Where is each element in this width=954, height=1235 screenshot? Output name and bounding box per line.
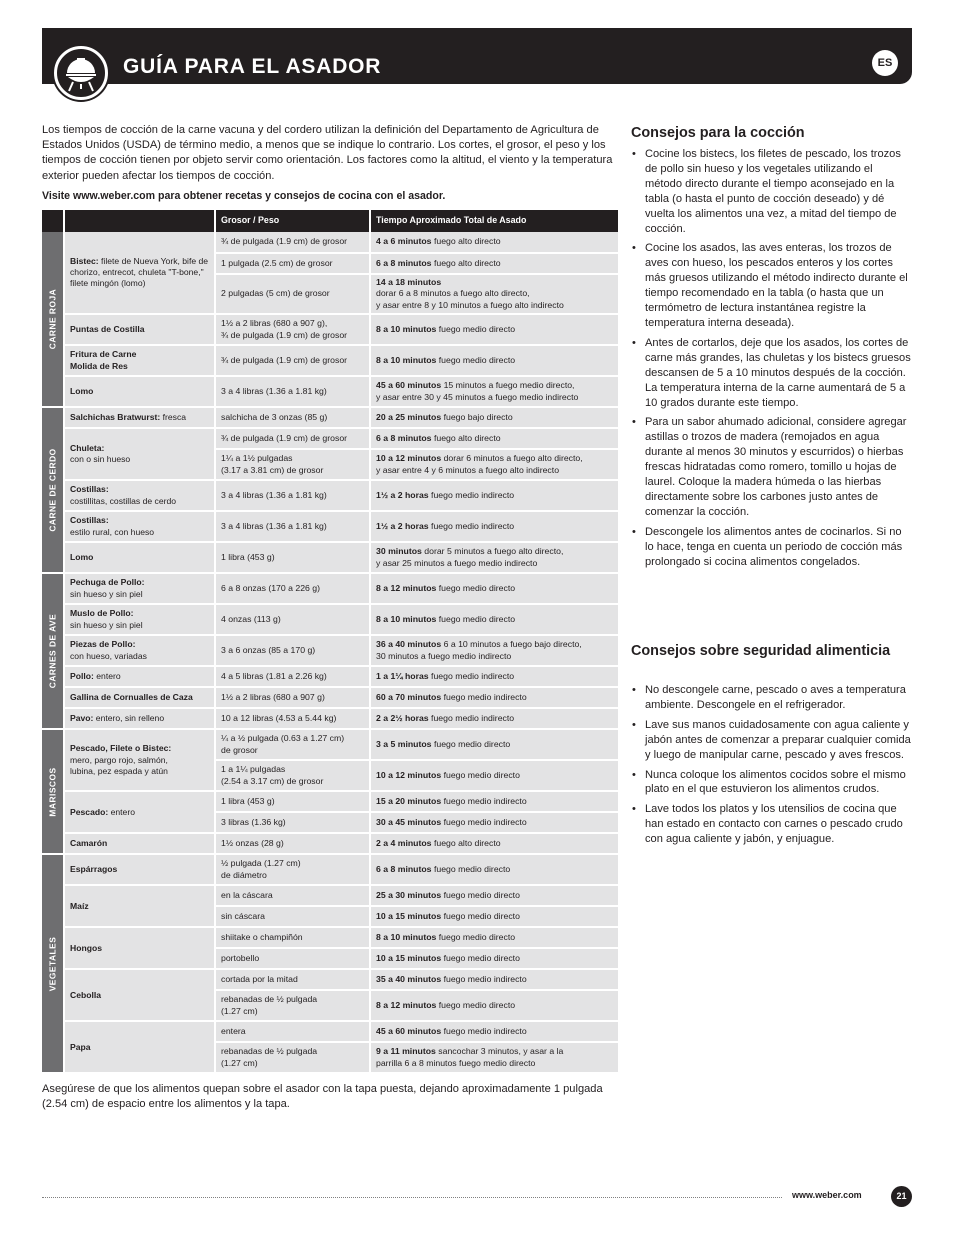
time-method: fuego medio directo (436, 324, 516, 335)
thickness-cell: 3 a 4 libras (1.36 a 1.81 kg) (215, 480, 370, 511)
time-range: 1½ a 2 horas (376, 521, 429, 532)
time-method: fuego medio directo (436, 1000, 516, 1011)
time-cell (370, 604, 618, 635)
tip-item: • Lave sus manos cuidadosamente con agua caliente y jabón antes de comenzar a preparar cualquier comida y luego de manipular carne, pescado y aves frescos. (631, 718, 911, 763)
time-cell (370, 449, 618, 480)
table-row (42, 635, 618, 666)
food-cell (64, 1021, 215, 1073)
thickness-cell: rebanadas de ½ pulgada (1.27 cm) (215, 990, 370, 1021)
food-cell (64, 791, 215, 833)
tip-item: • Nunca coloque los alimentos cocidos sobre el mismo plato en el que estuvieron los alimentos crudos. (631, 768, 911, 798)
food-name: Bistec: (70, 255, 99, 266)
food-cell (64, 428, 215, 480)
time-cell (370, 314, 618, 345)
time-method: fuego medio indirecto (441, 817, 527, 828)
time-method: fuego alto directo (431, 257, 501, 268)
time-cell (370, 573, 618, 604)
time-method: fuego alto directo (431, 236, 501, 247)
thickness-cell: 1¼ a 1½ pulgadas (3.17 a 3.81 cm) de grosor (215, 449, 370, 480)
table-row (42, 854, 618, 885)
food-cell (64, 511, 215, 542)
time-cell (370, 812, 618, 833)
food-cell (64, 542, 215, 573)
thickness-cell: en la cáscara (215, 885, 370, 906)
time-range: 8 a 10 minutos (376, 932, 437, 943)
time-method: fuego alto directo (431, 838, 501, 849)
thickness-cell: 3 a 4 libras (1.36 a 1.81 kg) (215, 376, 370, 407)
visit-website-text: Visite www.weber.com para obtener recetas y consejos de cocina con el asador. (42, 190, 446, 202)
time-cell (370, 480, 618, 511)
table-row (42, 232, 618, 253)
thickness-cell: 1 a 1¼ pulgadas (2.54 a 3.17 cm) de grosor (215, 760, 370, 791)
food-name: Pavo: (70, 713, 94, 724)
time-method: fuego medio directo (431, 739, 511, 750)
table-row (42, 708, 618, 729)
time-cell (370, 906, 618, 927)
time-range: 6 a 8 minutos (376, 864, 432, 875)
food-detail: entero, sin relleno (93, 713, 165, 724)
time-range: 10 a 12 minutos (376, 453, 442, 464)
time-range: 10 a 15 minutos (376, 953, 442, 964)
food-cell (64, 407, 215, 428)
tip-item: • Descongele los alimentos antes de cocinarlos. Si no lo hace, tenga en cuenta un periodo de cocción más prolongado si cocina alimentos congelados. (631, 525, 911, 570)
header-time: Tiempo Aproximado Total de Asado (370, 210, 618, 232)
time-method: fuego medio indirecto (441, 974, 527, 985)
time-range: 60 a 70 minutos (376, 692, 442, 703)
time-method: fuego medio indirecto (441, 796, 527, 807)
table-row (42, 969, 618, 990)
food-cell (64, 708, 215, 729)
time-cell (370, 927, 618, 948)
food-name: Muslo de Pollo: (70, 608, 134, 619)
time-cell (370, 708, 618, 729)
table-header-row (42, 210, 618, 232)
food-safety-list (631, 683, 911, 852)
table-row (42, 833, 618, 854)
page-title: GUÍA PARA EL ASADOR (123, 55, 382, 78)
time-cell (370, 729, 618, 760)
intro-paragraph: Los tiempos de cocción de la carne vacuna y del cordero utilizan la definición del Departamento de Agricultura de Estados Unidos (USDA) de término medio, a menos que se indique lo contrario. Los cortes, el grosor, el peso y los tiempos de cocción tienen por objeto servir como orientación. Los factores como la altitud, el viento y la temperatura exterior pueden afectar los tiempos de cocción. (42, 124, 613, 182)
food-name: Cebolla (70, 989, 102, 1000)
time-cell (370, 1042, 618, 1073)
food-name: Piezas de Pollo: (70, 639, 136, 650)
thickness-cell: ¾ de pulgada (1.9 cm) de grosor (215, 345, 370, 376)
food-cell (64, 635, 215, 666)
time-range: 10 a 12 minutos (376, 770, 442, 781)
thickness-cell: 3 libras (1.36 kg) (215, 812, 370, 833)
time-cell (370, 854, 618, 885)
time-cell (370, 760, 618, 791)
time-method: fuego medio indirecto (441, 692, 527, 703)
food-cell (64, 854, 215, 885)
time-cell (370, 345, 618, 376)
table-row (42, 729, 618, 760)
thickness-cell: 1½ a 2 libras (680 a 907 g) (215, 687, 370, 708)
time-range: 8 a 12 minutos (376, 583, 437, 594)
time-range: 8 a 10 minutos (376, 355, 437, 366)
lid-fit-note: Asegúrese de que los alimentos quepan sobre el asador con la tapa puesta, dejando aproximadamente 1 pulgada (2.54 cm) de espacio entre los alimentos y la tapa. (42, 1083, 603, 1111)
time-range: 10 a 15 minutos (376, 911, 442, 922)
time-method: dorar 6 minutos a fuego alto directo, y asar entre 4 y 6 minutos a fuego alto indirecto (376, 453, 583, 475)
food-detail: entero (93, 671, 121, 682)
food-cell (64, 376, 215, 407)
thickness-cell: portobello (215, 948, 370, 969)
thickness-cell: 1 libra (453 g) (215, 542, 370, 573)
tip-item: • Cocine los asados, las aves enteras, los trozos de aves con hueso, los pescados enteros y los cortes más gruesos utilizando el método indirecto durante el tiempo recomendado en la tabla (o hasta que un termómetro de lectura instantánea registre la temperatura interna deseada). (631, 241, 911, 330)
food-cell (64, 687, 215, 708)
food-name: Maíz (70, 900, 89, 911)
table-row (42, 345, 618, 376)
food-cell (64, 314, 215, 345)
food-detail: entero (108, 806, 135, 817)
food-name: Lomo (70, 386, 94, 397)
food-cell (64, 833, 215, 854)
thickness-cell: 1½ a 2 libras (680 a 907 g), ¾ de pulgada (1.9 cm) de grosor (215, 314, 370, 345)
time-method: fuego bajo directo (441, 412, 513, 423)
food-cell (64, 729, 215, 791)
time-cell (370, 969, 618, 990)
food-name: Gallina de Cornualles de Caza (70, 692, 193, 703)
tip-item: • No descongele carne, pescado o aves a temperatura ambiente. Descongele en el refrigerador. (631, 683, 911, 713)
food-name: Pollo: (70, 671, 94, 682)
weber-kettle-grill-logo (54, 46, 108, 100)
time-method: fuego medio directo (436, 614, 516, 625)
cooking-tips-list (631, 147, 911, 574)
time-cell (370, 407, 618, 428)
category-label-cell (42, 854, 64, 1073)
category-label: MARISCOS (46, 767, 57, 817)
time-method: fuego medio directo (441, 890, 520, 901)
category-label-cell (42, 407, 64, 573)
food-name: Lomo (70, 552, 94, 563)
time-range: 6 a 8 minutos (376, 433, 432, 444)
food-detail: estilo rural, con hueso (70, 526, 155, 537)
thickness-cell: salchicha de 3 onzas (85 g) (215, 407, 370, 428)
thickness-cell: cortada por la mitad (215, 969, 370, 990)
time-range: 30 a 45 minutos (376, 817, 442, 828)
thickness-cell: rebanadas de ½ pulgada (1.27 cm) (215, 1042, 370, 1073)
time-method: fuego medio indirecto (441, 1026, 527, 1037)
table-row (42, 376, 618, 407)
time-method: fuego medio directo (441, 911, 520, 922)
time-cell (370, 635, 618, 666)
time-range: 15 a 20 minutos (376, 796, 442, 807)
tip-item: • Lave todos los platos y los utensilios de cocina que han estado en contacto con carnes o pescado crudo con agua caliente y jabón, y enjuague. (631, 802, 911, 847)
food-cell (64, 927, 215, 969)
thickness-cell: 3 a 6 onzas (85 a 170 g) (215, 635, 370, 666)
thickness-cell: 4 a 5 libras (1.81 a 2.26 kg) (215, 666, 370, 687)
food-cell (64, 666, 215, 687)
time-range: 20 a 25 minutos (376, 412, 442, 423)
tip-item: • Antes de cortarlos, deje que los asados, los cortes de carne más grandes, las chuletas y los bistecs gruesos descansen de 5 a 10 minutos después de la cocción. La temperatura interna de la carne aumentará de 5 a 10 grados durante este tiempo. (631, 336, 911, 411)
thickness-cell: 10 a 12 libras (4.53 a 5.44 kg) (215, 708, 370, 729)
time-range: 2 a 4 minutos (376, 838, 432, 849)
category-label-cell (42, 729, 64, 854)
language-badge: ES (872, 50, 898, 76)
food-name: Camarón (70, 838, 108, 849)
table-row (42, 666, 618, 687)
food-cell (64, 604, 215, 635)
table-row (42, 885, 618, 906)
food-name: Chuleta: (70, 442, 105, 453)
thickness-cell: ½ pulgada (1.27 cm) de diámetro (215, 854, 370, 885)
thickness-cell: 1 pulgada (2.5 cm) de grosor (215, 253, 370, 274)
time-cell (370, 253, 618, 274)
food-name: Pescado: (70, 806, 109, 817)
time-method: dorar 6 a 8 minutos a fuego alto directo, y asar entre 8 y 10 minutos a fuego alto indirecto (376, 288, 564, 310)
food-name: Pescado, Filete o Bistec: (70, 743, 172, 754)
time-range: 2 a 2½ horas (376, 713, 429, 724)
food-name: Costillas: (70, 515, 109, 526)
food-name: Fritura de Carne Molida de Res (70, 349, 137, 371)
thickness-cell: 1 libra (453 g) (215, 791, 370, 812)
thickness-cell: ¾ de pulgada (1.9 cm) de grosor (215, 428, 370, 449)
time-cell (370, 666, 618, 687)
time-method: fuego medio directo (436, 355, 516, 366)
time-method: 6 a 10 minutos a fuego bajo directo, 30 minutos a fuego medio indirecto (376, 639, 582, 661)
food-name: Costillas: (70, 484, 109, 495)
time-method: fuego medio directo (441, 770, 520, 781)
time-method: fuego medio directo (436, 583, 516, 594)
category-label: CARNES DE AVE (46, 613, 57, 689)
food-name: Salchichas Bratwurst: (70, 412, 161, 423)
food-cell (64, 345, 215, 376)
time-cell (370, 990, 618, 1021)
table-row (42, 480, 618, 511)
category-label: CARNE ROJA (46, 288, 57, 350)
food-cell (64, 480, 215, 511)
food-name: Papa (70, 1041, 91, 1052)
thickness-cell: 4 onzas (113 g) (215, 604, 370, 635)
food-detail: filete de Nueva York, bife de chorizo, entrecot, chuleta "T-bone," filete mingón (lomo) (70, 255, 209, 289)
time-method: fuego medio directo (431, 864, 511, 875)
time-cell (370, 376, 618, 407)
header-food (64, 210, 215, 232)
time-range: 3 a 5 minutos (376, 739, 432, 750)
header-category (42, 210, 64, 232)
category-label: VEGETALES (46, 936, 57, 992)
tip-item: • Para un sabor ahumado adicional, considere agregar astillas o trozos de madera (remojados en agua durante al menos 30 minutos y escurridos) o hierbas frescas hidratadas como romero, tomillo u hojas de laurel. Coloque la madera húmeda o las hierbas directamente sobre los carbones justo antes de comenzar la cocción. (631, 415, 911, 519)
table-row (42, 314, 618, 345)
food-detail: con o sin hueso (70, 454, 131, 465)
time-range: 35 a 40 minutos (376, 974, 442, 985)
category-label-cell (42, 232, 64, 407)
grill-icon (57, 49, 105, 97)
time-range: 8 a 10 minutos (376, 324, 437, 335)
food-detail: sin hueso y sin piel (70, 619, 143, 630)
thickness-cell: sin cáscara (215, 906, 370, 927)
time-range: 8 a 10 minutos (376, 614, 437, 625)
time-range: 8 a 12 minutos (376, 1000, 437, 1011)
table-row (42, 407, 618, 428)
cooking-tips-title: Consejos para la cocción (631, 125, 805, 141)
food-name: Puntas de Costilla (70, 324, 145, 335)
time-method: fuego medio directo (436, 932, 516, 943)
tip-item: • Cocine los bistecs, los filetes de pescado, los trozos de pollo sin hueso y los vegetales utilizando el método directo durante el tiempo aconsejado en la tabla (o hasta el punto de cocción deseado) y dé vuelta los alimentos una vez, a mitad del tiempo de cocción. (631, 147, 911, 236)
time-cell (370, 948, 618, 969)
time-range: 45 a 60 minutos (376, 380, 442, 391)
table-row (42, 1021, 618, 1042)
time-method: 15 minutos a fuego medio directo, y asar entre 30 y 45 minutos a fuego medio indirecto (376, 380, 579, 402)
thickness-cell: 6 a 8 onzas (170 a 226 g) (215, 573, 370, 604)
food-safety-title: Consejos sobre seguridad alimenticia (631, 643, 891, 659)
category-label-cell (42, 573, 64, 729)
table-row (42, 511, 618, 542)
time-cell (370, 687, 618, 708)
table-row (42, 573, 618, 604)
time-method: fuego medio directo (441, 953, 520, 964)
time-range: 36 a 40 minutos (376, 639, 442, 650)
food-detail: con hueso, variadas (70, 650, 147, 661)
thickness-cell: 3 a 4 libras (1.36 a 1.81 kg) (215, 511, 370, 542)
table-row (42, 604, 618, 635)
food-name: Hongos (70, 942, 102, 953)
time-method: fuego medio indirecto (428, 671, 515, 682)
time-range: 30 minutos (376, 546, 422, 557)
thickness-cell: ¾ de pulgada (1.9 cm) de grosor (215, 232, 370, 253)
table-row (42, 687, 618, 708)
food-cell (64, 232, 215, 314)
page-number: 21 (891, 1186, 912, 1207)
food-detail: costillitas, costillas de cerdo (70, 495, 177, 506)
time-cell (370, 791, 618, 812)
table-row (42, 791, 618, 812)
table-row (42, 927, 618, 948)
food-detail: fresca (160, 412, 187, 423)
time-cell (370, 232, 618, 253)
food-detail: mero, pargo rojo, salmón, lubina, pez espada y atún (70, 754, 168, 776)
food-cell (64, 573, 215, 604)
food-name: Espárragos (70, 864, 118, 875)
thickness-cell: 1½ onzas (28 g) (215, 833, 370, 854)
grilling-time-table (42, 210, 618, 1074)
time-range: 45 a 60 minutos (376, 1026, 442, 1037)
food-cell (64, 969, 215, 1021)
thickness-cell: shiitake o champiñón (215, 927, 370, 948)
footer-url: www.weber.com (792, 1190, 862, 1200)
time-cell (370, 428, 618, 449)
time-cell (370, 885, 618, 906)
time-cell (370, 511, 618, 542)
time-range: 14 a 18 minutos (376, 277, 442, 287)
time-range: 4 a 6 minutos (376, 236, 432, 247)
time-cell (370, 542, 618, 573)
food-name: Pechuga de Pollo: (70, 577, 145, 588)
time-range: 25 a 30 minutos (376, 890, 442, 901)
time-cell (370, 1021, 618, 1042)
table-row (42, 428, 618, 449)
time-range: 9 a 11 minutos (376, 1046, 436, 1057)
time-range: 1 a 1¼ horas (376, 671, 429, 682)
time-method: fuego alto directo (431, 433, 501, 444)
food-detail: sin hueso y sin piel (70, 588, 143, 599)
header-thickness: Grosor / Peso (215, 210, 370, 232)
thickness-cell: 2 pulgadas (5 cm) de grosor (215, 274, 370, 314)
time-method: fuego medio indirecto (428, 713, 515, 724)
thickness-cell: entera (215, 1021, 370, 1042)
category-label: CARNE DE CERDO (46, 448, 57, 532)
food-cell (64, 885, 215, 927)
time-cell (370, 274, 618, 314)
time-method: fuego medio indirecto (428, 490, 515, 501)
time-cell (370, 833, 618, 854)
time-method: fuego medio indirecto (428, 521, 515, 532)
thickness-cell: ¼ a ½ pulgada (0.63 a 1.27 cm) de grosor (215, 729, 370, 760)
footer-dotted-rule (42, 1197, 782, 1198)
time-range: 1½ a 2 horas (376, 490, 429, 501)
time-method: sancochar 3 minutos, y asar a la parrilla 6 a 8 minutos fuego medio directo (376, 1046, 564, 1068)
time-range: 6 a 8 minutos (376, 257, 432, 268)
table-row (42, 542, 618, 573)
time-method: dorar 5 minutos a fuego alto directo, y asar 25 minutos a fuego medio indirecto (376, 546, 564, 568)
